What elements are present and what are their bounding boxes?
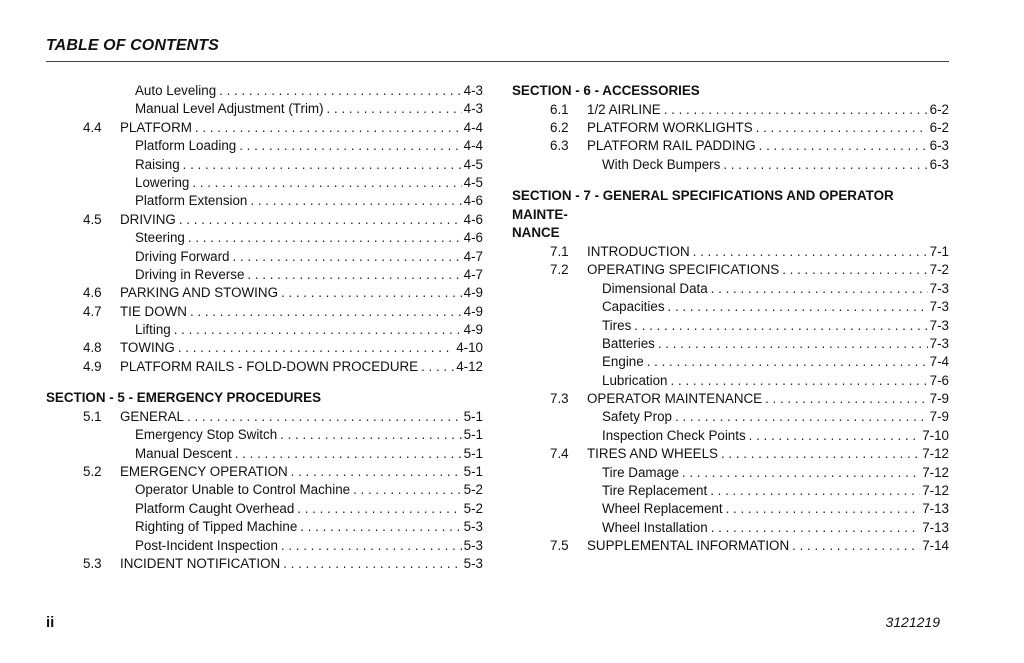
dot-leader xyxy=(219,82,461,100)
toc-entry-line xyxy=(602,298,949,316)
toc-entry xyxy=(512,261,949,279)
toc-entry-title: PLATFORM WORKLIGHTS xyxy=(587,119,753,135)
toc-entry xyxy=(46,358,483,376)
toc-entry-title: Lowering xyxy=(135,174,190,190)
section-spacer xyxy=(46,376,483,389)
section-spacer xyxy=(512,174,949,187)
toc-entry-line xyxy=(135,156,483,174)
toc-entry xyxy=(46,500,483,518)
toc-entry xyxy=(46,555,483,573)
toc-entry-title: TOWING xyxy=(120,340,175,356)
dot-leader xyxy=(671,372,928,390)
toc-entry-page: 5-1 xyxy=(463,427,483,443)
toc-entry xyxy=(46,303,483,321)
dot-leader xyxy=(233,248,462,266)
toc-entry-page: 7-12 xyxy=(922,483,949,499)
toc-entry-line xyxy=(587,445,949,463)
dot-leader xyxy=(188,229,462,247)
dot-leader xyxy=(711,280,928,298)
toc-entry-number: 7.5 xyxy=(550,538,569,554)
toc-entry-title: Lifting xyxy=(135,322,171,338)
toc-entry-number: 4.9 xyxy=(83,358,102,374)
toc-entry-line xyxy=(602,408,949,426)
toc-entry-page: 5-1 xyxy=(463,408,483,424)
toc-entry-page: 5-1 xyxy=(463,445,483,461)
section7-heading xyxy=(512,187,949,243)
toc-entry xyxy=(46,119,483,137)
dot-leader xyxy=(174,321,462,339)
toc-right-column xyxy=(512,82,949,556)
toc-entry-title: INCIDENT NOTIFICATION xyxy=(120,555,281,571)
toc-entry-title: SUPPLEMENTAL INFORMATION xyxy=(587,538,790,554)
toc-entry-line xyxy=(602,280,949,298)
toc-entry-title: Batteries xyxy=(602,335,655,351)
toc-entry xyxy=(512,482,949,500)
toc-entry-title: 1/2 AIRLINE xyxy=(587,101,661,117)
dot-leader xyxy=(183,156,462,174)
toc-entry-line xyxy=(602,464,949,482)
toc-entry-page: 4-10 xyxy=(456,340,483,356)
toc-entry-title: Tire Replacement xyxy=(602,483,708,499)
toc-entry-line xyxy=(135,137,483,155)
toc-entry-line xyxy=(602,482,949,500)
toc-entry-title: Raising xyxy=(135,156,180,172)
toc-entry xyxy=(46,174,483,192)
toc-entry-number: 6.3 xyxy=(550,138,569,154)
toc-entry-line xyxy=(120,211,483,229)
dot-leader xyxy=(421,358,454,376)
dot-leader xyxy=(187,408,462,426)
toc-entry-page: 7-2 xyxy=(929,262,949,278)
toc-entry-number: 6.2 xyxy=(550,119,569,135)
dot-leader xyxy=(658,335,928,353)
toc-entry-page: 5-2 xyxy=(463,482,483,498)
toc-entry-page: 7-9 xyxy=(929,391,949,407)
toc-entry-line xyxy=(135,248,483,266)
toc-entry-title: Engine xyxy=(602,354,644,370)
toc-entry-title: Auto Leveling xyxy=(135,83,217,98)
toc-entry-title: GENERAL xyxy=(120,408,184,424)
dot-leader xyxy=(759,137,928,155)
toc-entry xyxy=(46,321,483,339)
toc-entry xyxy=(46,156,483,174)
dot-leader xyxy=(710,482,920,500)
dot-leader xyxy=(283,555,461,573)
toc-group-section7 xyxy=(512,243,949,556)
toc-entry-title: Tire Damage xyxy=(602,464,679,480)
dot-leader xyxy=(792,537,920,555)
toc-entry-number: 7.4 xyxy=(550,446,569,462)
toc-entry xyxy=(46,82,483,100)
toc-entry-page: 7-6 xyxy=(929,372,949,388)
toc-entry-line xyxy=(135,174,483,192)
toc-entry-page: 7-10 xyxy=(922,427,949,443)
toc-left-column xyxy=(46,82,483,573)
dot-leader xyxy=(281,284,462,302)
toc-entry xyxy=(512,427,949,445)
dot-leader xyxy=(668,298,928,316)
toc-entry-line xyxy=(135,229,483,247)
toc-entry-line xyxy=(135,500,483,518)
toc-entry xyxy=(46,445,483,463)
toc-entry-title: PLATFORM RAILS - FOLD-DOWN PROCEDURE xyxy=(120,358,419,374)
toc-entry-title: Righting of Tipped Machine xyxy=(135,519,298,535)
toc-entry-line xyxy=(602,372,949,390)
toc-entry-title: PARKING AND STOWING xyxy=(120,285,278,301)
toc-entry xyxy=(46,463,483,481)
footer-document-number: 3121219 xyxy=(885,614,940,630)
toc-entry-line xyxy=(587,390,949,408)
toc-entry-page: 4-5 xyxy=(463,174,483,190)
toc-entry-title: Wheel Installation xyxy=(602,519,708,535)
toc-entry-title: EMERGENCY OPERATION xyxy=(120,464,288,480)
toc-entry-title: OPERATING SPECIFICATIONS xyxy=(587,262,780,278)
toc-entry-title: Manual Level Adjustment (Trim) xyxy=(135,101,324,117)
toc-entry xyxy=(512,445,949,463)
toc-entry-line xyxy=(120,555,483,573)
toc-entry-title: Platform Loading xyxy=(135,138,237,154)
section5-heading: SECTION - 5 - EMERGENCY PROCEDURES xyxy=(46,390,322,406)
toc-entry-page: 7-1 xyxy=(929,243,949,259)
toc-entry-title: With Deck Bumpers xyxy=(602,156,721,172)
toc-entry-line xyxy=(602,519,949,537)
section6-heading: SECTION - 6 - ACCESSORIES xyxy=(512,83,700,98)
toc-entry-title: INTRODUCTION xyxy=(587,243,690,259)
dot-leader xyxy=(634,317,927,335)
toc-entry-page: 4-6 xyxy=(463,211,483,227)
toc-entry-page: 7-14 xyxy=(922,538,949,554)
toc-entry-line xyxy=(587,101,949,119)
toc-entry-page: 5-3 xyxy=(463,519,483,535)
dot-leader xyxy=(711,519,920,537)
dot-leader xyxy=(250,192,461,210)
toc-entry xyxy=(46,192,483,210)
toc-group-section5 xyxy=(46,408,483,574)
toc-entry-title: OPERATOR MAINTENANCE xyxy=(587,391,763,407)
toc-entry xyxy=(512,537,949,555)
toc-entry xyxy=(46,537,483,555)
toc-entry-line xyxy=(587,537,949,555)
toc-entry-number: 4.8 xyxy=(83,340,102,356)
toc-entry-page: 4-4 xyxy=(463,138,483,154)
toc-entry-page: 7-13 xyxy=(922,519,949,535)
toc-entry-title: Manual Descent xyxy=(135,445,232,461)
toc-entry-page: 4-4 xyxy=(463,119,483,135)
toc-entry-page: 4-12 xyxy=(456,358,483,374)
toc-entry-title: Safety Prop xyxy=(602,409,672,425)
dot-leader xyxy=(726,500,921,518)
toc-entry-line xyxy=(602,317,949,335)
toc-entry xyxy=(512,101,949,119)
page-header-title: TABLE OF CONTENTS xyxy=(46,37,219,54)
toc-entry-line xyxy=(135,518,483,536)
toc-entry xyxy=(46,100,483,118)
toc-entry xyxy=(512,353,949,371)
toc-entry-page: 4-7 xyxy=(463,248,483,264)
toc-entry-line xyxy=(602,427,949,445)
toc-entry xyxy=(46,426,483,444)
dot-leader xyxy=(723,156,927,174)
toc-entry-page: 5-3 xyxy=(463,555,483,571)
dot-leader xyxy=(280,426,461,444)
dot-leader xyxy=(765,390,928,408)
toc-entry-line xyxy=(135,321,483,339)
dot-leader xyxy=(693,243,928,261)
toc-group-section6 xyxy=(512,101,949,175)
toc-entry-line xyxy=(602,353,949,371)
toc-entry xyxy=(512,280,949,298)
toc-entry-page: 6-2 xyxy=(929,101,949,117)
dot-leader xyxy=(281,537,462,555)
toc-entry-line xyxy=(135,537,483,555)
toc-entry-page: 5-3 xyxy=(463,537,483,553)
toc-entry-number: 7.1 xyxy=(550,243,569,259)
toc-entry-line xyxy=(602,156,949,174)
toc-entry-page: 6-3 xyxy=(929,156,949,172)
toc-group-section4 xyxy=(46,82,483,376)
header-divider xyxy=(46,61,949,62)
toc-entry-page: 7-12 xyxy=(922,446,949,462)
toc-entry xyxy=(46,518,483,536)
dot-leader xyxy=(247,266,461,284)
toc-entry xyxy=(46,248,483,266)
toc-entry xyxy=(512,298,949,316)
toc-entry-page: 4-6 xyxy=(463,193,483,209)
toc-entry-title: Inspection Check Points xyxy=(602,427,746,443)
section7-heading-line2: NANCE xyxy=(512,225,560,241)
toc-entry-number: 5.1 xyxy=(83,408,102,424)
toc-entry-line xyxy=(587,261,949,279)
dot-leader xyxy=(353,481,462,499)
toc-entry-page: 7-3 xyxy=(929,335,949,351)
toc-entry-title: Operator Unable to Control Machine xyxy=(135,482,351,498)
toc-entry-title: TIE DOWN xyxy=(120,303,187,319)
toc-entry-page: 4-7 xyxy=(463,266,483,282)
dot-leader xyxy=(195,119,462,137)
toc-entry xyxy=(512,119,949,137)
dot-leader xyxy=(682,464,920,482)
toc-entry-line xyxy=(120,358,483,376)
toc-entry-page: 7-9 xyxy=(929,409,949,425)
dot-leader xyxy=(235,445,462,463)
toc-entry xyxy=(512,156,949,174)
toc-entry-line xyxy=(120,463,483,481)
toc-entry xyxy=(512,372,949,390)
toc-entry-line xyxy=(602,500,949,518)
toc-entry-line xyxy=(120,284,483,302)
toc-entry-number: 7.2 xyxy=(550,262,569,278)
toc-entry-page: 4-6 xyxy=(463,230,483,246)
toc-entry xyxy=(512,390,949,408)
toc-entry-page: 4-5 xyxy=(463,156,483,172)
toc-entry-line xyxy=(587,119,949,137)
toc-entry-page: 6-2 xyxy=(929,119,949,135)
toc-entry-number: 5.2 xyxy=(83,464,102,480)
toc-entry-number: 4.7 xyxy=(83,303,102,319)
toc-entry xyxy=(46,211,483,229)
toc-entry-page: 7-3 xyxy=(929,299,949,315)
toc-entry-number: 6.1 xyxy=(550,101,569,117)
toc-entry xyxy=(46,266,483,284)
dot-leader xyxy=(675,408,928,426)
toc-entry-page: 7-4 xyxy=(929,354,949,370)
toc-entry-line xyxy=(135,192,483,210)
toc-entry-title: Lubrication xyxy=(602,372,668,388)
toc-entry-page: 5-2 xyxy=(463,500,483,516)
toc-entry-line xyxy=(135,82,483,100)
toc-entry xyxy=(46,481,483,499)
dot-leader xyxy=(749,427,921,445)
toc-entry-title: Driving Forward xyxy=(135,248,230,264)
toc-entry-title: Platform Caught Overhead xyxy=(135,500,295,516)
toc-entry-title: Steering xyxy=(135,230,185,246)
toc-entry-page: 4-9 xyxy=(463,285,483,301)
toc-entry xyxy=(512,317,949,335)
toc-entry-line xyxy=(120,408,483,426)
toc-entry xyxy=(512,137,949,155)
toc-entry-number: 4.5 xyxy=(83,211,102,227)
toc-entry-page: 4-9 xyxy=(463,322,483,338)
toc-entry-line xyxy=(135,426,483,444)
toc-entry xyxy=(512,464,949,482)
toc-entry xyxy=(512,243,949,261)
toc-entry xyxy=(46,339,483,357)
toc-entry-line xyxy=(602,335,949,353)
toc-entry-number: 5.3 xyxy=(83,555,102,571)
toc-entry-line xyxy=(135,100,483,118)
dot-leader xyxy=(239,137,461,155)
toc-entry xyxy=(46,137,483,155)
toc-entry-title: TIRES AND WHEELS xyxy=(587,446,718,462)
dot-leader xyxy=(190,303,462,321)
toc-entry-number: 4.4 xyxy=(83,119,102,135)
toc-entry xyxy=(512,500,949,518)
toc-entry-line xyxy=(120,119,483,137)
toc-entry-page: 4-9 xyxy=(463,303,483,319)
toc-entry-title: Tires xyxy=(602,317,632,333)
dot-leader xyxy=(721,445,920,463)
toc-entry-title: Driving in Reverse xyxy=(135,266,245,282)
dot-leader xyxy=(291,463,462,481)
toc-entry xyxy=(512,519,949,537)
dot-leader xyxy=(179,211,462,229)
footer-page-number: ii xyxy=(46,614,55,631)
toc-entry xyxy=(512,335,949,353)
toc-entry xyxy=(46,408,483,426)
toc-entry-page: 7-3 xyxy=(929,317,949,333)
toc-entry xyxy=(46,229,483,247)
toc-entry-line xyxy=(135,481,483,499)
toc-entry-title: PLATFORM xyxy=(120,119,192,135)
toc-entry-line xyxy=(135,266,483,284)
toc-entry-line xyxy=(120,339,483,357)
dot-leader xyxy=(192,174,461,192)
toc-entry-page: 7-12 xyxy=(922,464,949,480)
toc-entry-line xyxy=(587,137,949,155)
toc-entry-title: Emergency Stop Switch xyxy=(135,427,278,443)
toc-entry-title: Platform Extension xyxy=(135,193,248,209)
toc-entry-title: Capacities xyxy=(602,299,665,315)
toc-entry-page: 6-3 xyxy=(929,138,949,154)
dot-leader xyxy=(300,518,461,536)
dot-leader xyxy=(664,101,928,119)
dot-leader xyxy=(782,261,927,279)
toc-entry-title: DRIVING xyxy=(120,211,176,227)
dot-leader xyxy=(178,339,454,357)
toc-entry-number: 7.3 xyxy=(550,391,569,407)
dot-leader xyxy=(327,100,462,118)
toc-entry-page: 4-3 xyxy=(463,83,483,98)
toc-entry-page: 7-13 xyxy=(922,501,949,517)
toc-entry-line xyxy=(120,303,483,321)
toc-entry-number: 4.6 xyxy=(83,285,102,301)
toc-entry-line xyxy=(135,445,483,463)
toc-entry-page: 5-1 xyxy=(463,464,483,480)
toc-entry xyxy=(46,284,483,302)
toc-entry-title: Post-Incident Inspection xyxy=(135,537,278,553)
dot-leader xyxy=(756,119,928,137)
section7-heading-line1: SECTION - 7 - GENERAL SPECIFICATIONS AND OPERATOR MAINTE- xyxy=(512,188,894,222)
dot-leader xyxy=(297,500,461,518)
dot-leader xyxy=(647,353,928,371)
toc-entry-title: Wheel Replacement xyxy=(602,501,723,517)
toc-entry-line xyxy=(587,243,949,261)
toc-entry-page: 4-3 xyxy=(463,101,483,117)
toc-entry xyxy=(512,408,949,426)
toc-entry-page: 7-3 xyxy=(929,280,949,296)
toc-entry-title: Dimensional Data xyxy=(602,280,708,296)
toc-entry-title: PLATFORM RAIL PADDING xyxy=(587,138,756,154)
